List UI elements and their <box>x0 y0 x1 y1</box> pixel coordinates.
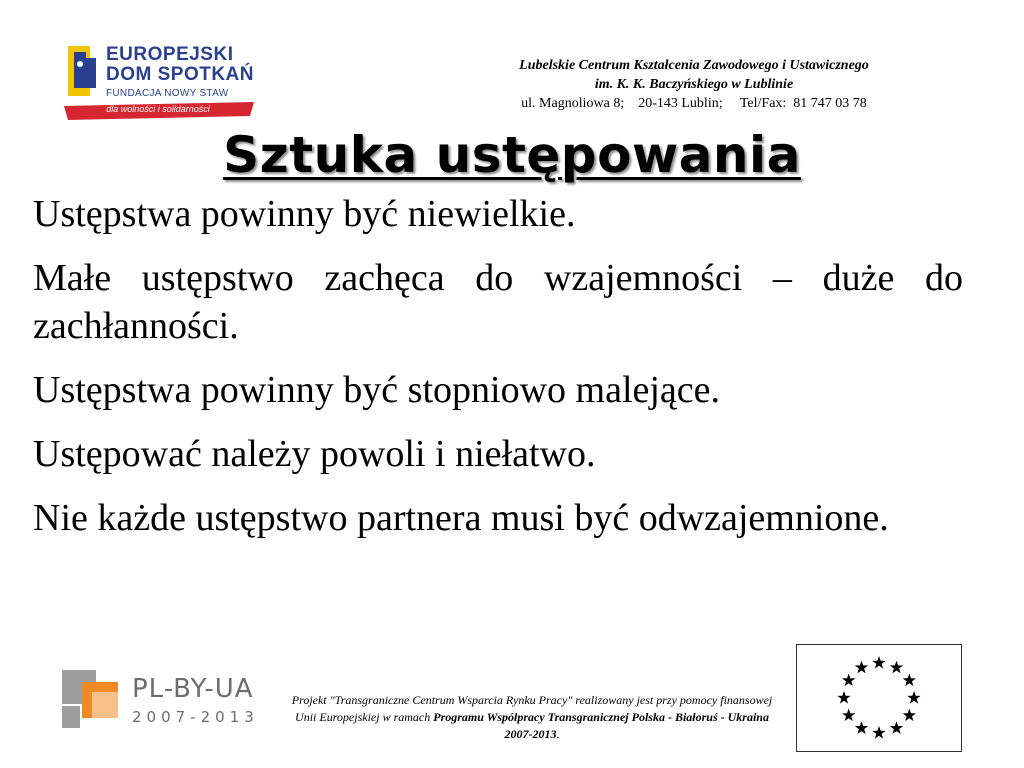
paragraph-2: Małe ustępstwo zachęca do wzajemności – duże do zachłanności. <box>33 257 963 347</box>
eu-star-icon <box>837 691 850 704</box>
logo-line-1: EUROPEJSKI <box>106 44 234 65</box>
eu-star-icon <box>842 674 855 687</box>
institution-name: Lubelskie Centrum Kształcenia Zawodowego i Ustawicznego <box>519 58 869 73</box>
institution-address: ul. Magnoliowa 8; 20-143 Lublin; Tel/Fax: 81 747 03 78 <box>521 96 867 111</box>
logo-square-icon <box>92 692 118 718</box>
page-title: Sztuka ustępowania <box>223 126 801 184</box>
europejski-dom-spotkan-logo <box>62 40 262 122</box>
slide-content <box>33 190 963 558</box>
logo-tagline: dla wolności i solidarności <box>106 104 210 114</box>
footer-text: Projekt "Transgraniczne Centrum Wsparcia Rynku Pracy" realizowany jest przy pomocy finansowej Unii Europejskiej w ramach <box>291 693 773 724</box>
eu-star-icon <box>907 691 920 704</box>
eu-flag <box>796 644 962 752</box>
eu-star-icon <box>903 674 916 687</box>
eds-emblem-icon <box>66 44 100 100</box>
eu-star-icon <box>855 661 868 674</box>
eu-star-icon <box>842 709 855 722</box>
paragraph-5: Nie każde ustępstwo partnera musi być odwzajemnione. <box>33 497 889 539</box>
eu-star-icon <box>855 721 868 734</box>
logo-square-icon <box>62 706 80 728</box>
institution-patron: im. K. K. Baczyńskiego w Lublinie <box>594 77 794 92</box>
eu-star-icon <box>890 721 903 734</box>
paragraph-1: Ustępstwa powinny być niewielkie. <box>33 193 576 235</box>
institution-header <box>434 56 954 113</box>
program-logo-name: PL-BY-UA <box>132 674 254 704</box>
eu-star-icon <box>872 656 885 669</box>
footer-end: . <box>556 727 560 741</box>
footer-note <box>282 692 782 743</box>
pl-by-ua-logo <box>62 670 262 730</box>
eu-star-icon <box>890 661 903 674</box>
paragraph-4: Ustępować należy powoli i niełatwo. <box>33 433 596 475</box>
logo-line-2: DOM SPOTKAŃ <box>106 64 254 85</box>
program-logo-years: 2007-2013 <box>132 708 259 726</box>
eu-stars-icon <box>797 645 961 751</box>
footer-program: Programu Współpracy Transgranicznej Polska - Białoruś - Ukraina 2007-2013 <box>433 710 769 741</box>
eu-star-icon <box>903 709 916 722</box>
eu-star-icon <box>872 726 885 739</box>
paragraph-3: Ustępstwa powinny być stopniowo malejące. <box>33 369 721 411</box>
logo-line-3: FUNDACJA NOWY STAW <box>106 88 229 99</box>
